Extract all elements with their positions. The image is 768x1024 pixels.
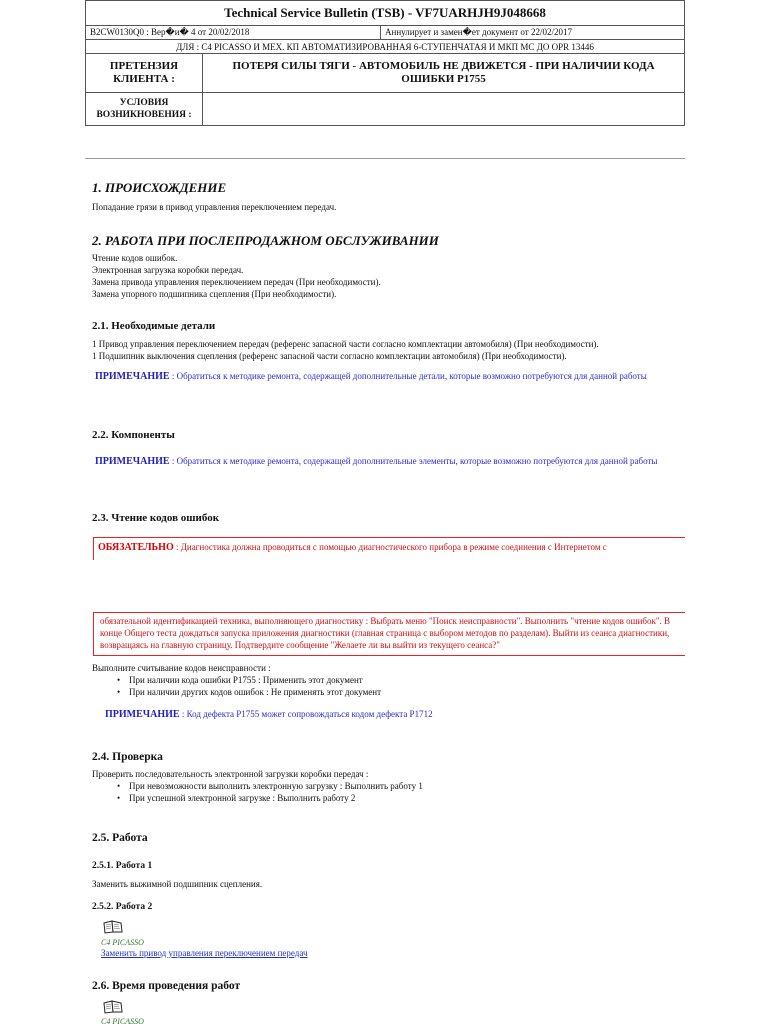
section-2-line: Замена привода управления переключением передач (При необходимости). <box>92 277 381 287</box>
note-text: : Код дефекта P1755 может сопровождаться кодом дефекта P1712 <box>179 709 433 719</box>
claim-label: ПРЕТЕНЗИЯ КЛИЕНТА : <box>86 54 203 93</box>
bullet-item: • При невозможности выполнить электронную загрузку : Выполнить работу 1 <box>117 780 423 792</box>
mandatory-text-part-2: обязательной идентификацией техника, выполняющего диагностику : Выбрать меню "Поиск неисправности". Выполнить "чтение кодов ошибок". В конце Общего теста дождаться запуска приложения диагностики (главная страница с выбором методов по разделам). Выйти из сеанса диагностики, возвращаясь на главную страницу. Подтвердите сообщение "Желаете ли вы выйти из текущего сеанса?" <box>100 616 671 650</box>
section-1-title: 1. ПРОИСХОЖДЕНИЕ <box>92 180 227 195</box>
page-2 <box>85 608 685 1024</box>
job-2-title: 2.5.2. Работа 2 <box>92 902 153 912</box>
section-2-lines <box>92 252 677 300</box>
section-2-1-title: 2.1. Необходимые детали <box>92 320 216 332</box>
bulletin-header-table <box>85 0 685 126</box>
section-2-5-title: 2.5. Работа <box>92 832 148 844</box>
section-2-4-title: 2.4. Проверка <box>92 751 163 763</box>
check-bullets <box>117 780 423 804</box>
note-text: : Обратиться к методике ремонта, содержащей дополнительные элементы, которые возможно потребуются для данной работы <box>169 456 658 466</box>
bulletin-title: Technical Service Bulletin (TSB) - VF7UARHJH9J048668 <box>86 1 685 26</box>
job-1-title: 2.5.1. Работа 1 <box>92 861 153 871</box>
section-2-line: Чтение кодов ошибок. <box>92 253 178 263</box>
note-fault-code <box>105 708 685 721</box>
bulletin-applies-to: ДЛЯ : C4 PICASSO И MEX. КП АВТОМАТИЗИРОВАННАЯ 6-СТУПЕНЧАТАЯ И МКП MC ДО OPR 13446 <box>86 40 685 54</box>
part-item: 1 Подшипник выключения сцепления (референс запасной части согласно комплектации автомобиля) (При необходимости). <box>92 351 567 361</box>
mandatory-label: ОБЯЗАТЕЛЬНО <box>98 542 174 553</box>
section-2-6-title: 2.6. Время проведения работ <box>92 980 241 992</box>
read-codes-bullets <box>117 674 381 698</box>
section-2-line: Электронная загрузка коробки передач. <box>92 265 244 275</box>
note-components <box>95 455 677 468</box>
bullet-item: • При наличии кода ошибки P1755 : Применить этот документ <box>117 674 381 686</box>
mandatory-box-bottom <box>93 612 685 656</box>
section-2-2-title: 2.2. Компоненты <box>92 429 175 441</box>
note-parts <box>95 370 677 383</box>
read-codes-intro: Выполните считывание кодов неисправности : <box>92 663 271 673</box>
note-text: : Обратиться к методике ремонта, содержащей дополнительные детали, которые возможно потребуются для данной работы <box>169 371 647 381</box>
bullet-item: • При наличии других кодов ошибок : Не применять этот документ <box>117 686 381 698</box>
mandatory-text-part-1: : Диагностика должна проводиться с помощью диагностического прибора в режиме соединения с Интернетом с <box>173 542 607 552</box>
section-1-text: Попадание грязи в привод управления переключением передач. <box>92 202 337 212</box>
check-intro: Проверить последовательность электронной загрузки коробки передач : <box>92 769 369 779</box>
section-2-line: Замена упорного подшипника сцепления (При необходимости). <box>92 289 337 299</box>
job-2-model: C4 PICASSO <box>101 938 144 947</box>
book-icon[interactable] <box>103 920 123 934</box>
bulletin-replaces: Аннулирует и замен�ет документ от 22/02/2017 <box>381 26 685 40</box>
mandatory-box-top <box>93 537 685 560</box>
parts-list <box>92 338 677 362</box>
labor-time-model: C4 PICASSO <box>101 1017 144 1024</box>
job-1-text: Заменить выжимной подшипник сцепления. <box>92 879 263 889</box>
note-label: ПРИМЕЧАНИЕ <box>95 456 170 467</box>
book-icon[interactable] <box>103 1000 123 1014</box>
section-2-3-title: 2.3. Чтение кодов ошибок <box>92 512 220 524</box>
page-1 <box>85 0 685 560</box>
bullet-item: • При успешной электронной загрузке : Выполнить работу 2 <box>117 792 423 804</box>
section-2-title: 2. РАБОТА ПРИ ПОСЛЕПРОДАЖНОМ ОБСЛУЖИВАНИИ <box>92 233 439 248</box>
conditions-text <box>203 93 685 126</box>
replace-actuator-link[interactable]: Заменить привод управления переключением передач <box>101 948 308 958</box>
claim-text: ПОТЕРЯ СИЛЫ ТЯГИ - АВТОМОБИЛЬ НЕ ДВИЖЕТСЯ - ПРИ НАЛИЧИИ КОДА ОШИБКИ P1755 <box>203 54 685 93</box>
conditions-label: УСЛОВИЯ ВОЗНИКНОВЕНИЯ : <box>86 93 203 126</box>
note-label: ПРИМЕЧАНИЕ <box>95 371 170 382</box>
part-item: 1 Привод управления переключением передач (референс запасной части согласно комплектации автомобиля) (При необходимости). <box>92 339 599 349</box>
note-label: ПРИМЕЧАНИЕ <box>105 709 180 720</box>
bulletin-reference-version: B2CW0130Q0 : Вер�и� 4 от 20/02/2018 <box>86 26 381 40</box>
section-divider <box>85 158 685 159</box>
